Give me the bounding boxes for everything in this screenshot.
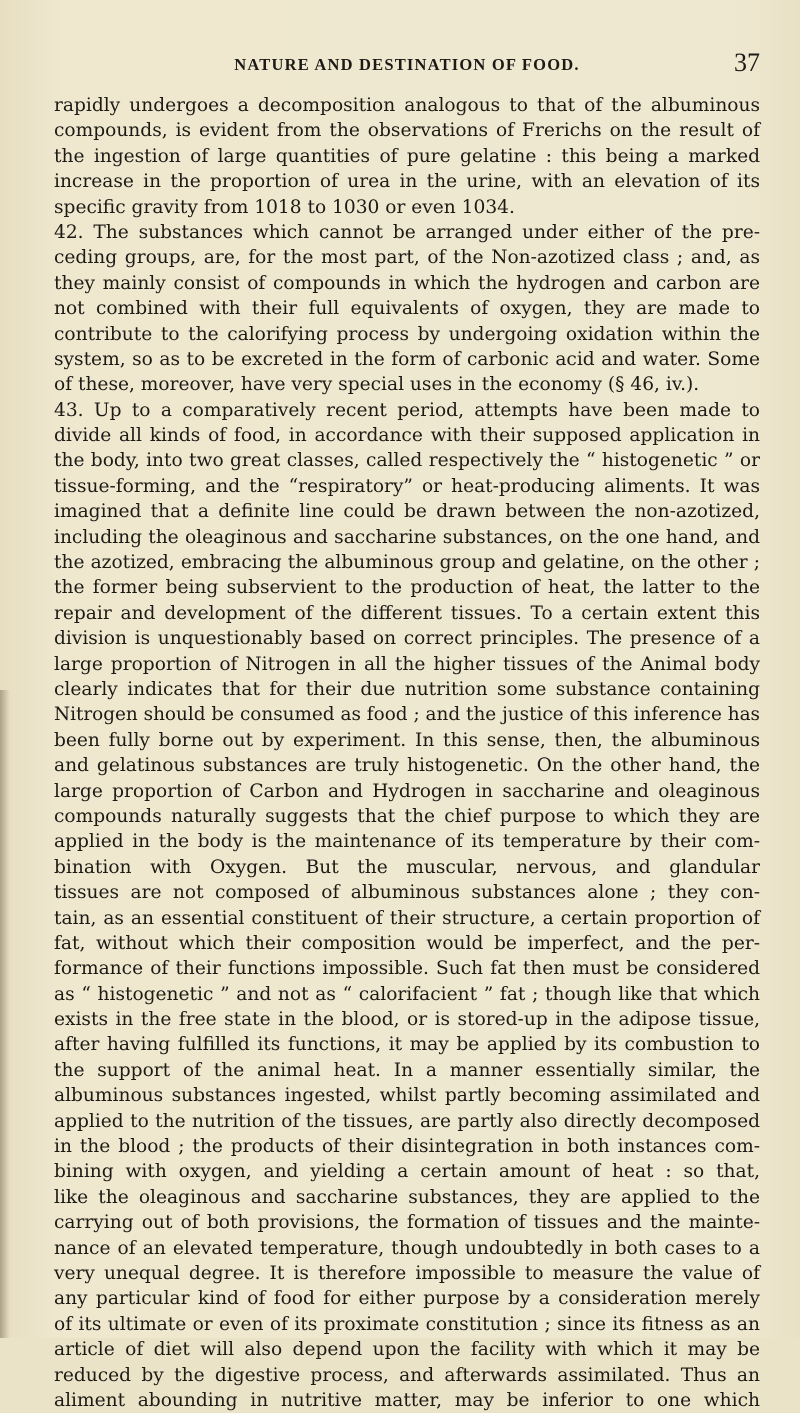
text-line: the azotized, embracing the albuminous group and gelatine, on the other ; bbox=[54, 552, 760, 574]
text-line: in the blood ; the products of their disintegration in both instances com- bbox=[54, 1136, 760, 1158]
text-line: rapidly undergoes a decomposition analogous to that of the albuminous bbox=[54, 95, 760, 116]
text-line: they mainly consist of compounds in which the hydrogen and carbon are bbox=[54, 272, 760, 294]
text-line: been fully borne out by experiment. In this sense, then, the albuminous bbox=[54, 729, 760, 751]
text-line: 42. The substances which cannot be arranged under either of the pre- bbox=[54, 221, 760, 243]
text-line: and gelatinous substances are truly histogenetic. On the other hand, the bbox=[54, 755, 760, 777]
text-line: tain, as an essential constituent of their structure, a certain proportion of bbox=[54, 907, 760, 929]
text-line: reduced by the digestive process, and afterwards assimilated. Thus an bbox=[54, 1364, 760, 1386]
text-line: the support of the animal heat. In a manner essentially similar, the bbox=[54, 1059, 760, 1081]
text-line: including the oleaginous and saccharine substances, on the one hand, and bbox=[54, 526, 760, 548]
text-line: Nitrogen should be consumed as food ; and the justice of this inference has bbox=[54, 704, 760, 726]
text-line: tissues are not composed of albuminous substances alone ; they con- bbox=[54, 882, 760, 904]
text-line: specific gravity from 1018 to 1030 or even 1034. bbox=[54, 196, 515, 218]
text-line: contribute to the calorifying process by undergoing oxidation within the bbox=[54, 323, 760, 345]
text-line: division is unquestionably based on correct principles. The presence of a bbox=[54, 628, 760, 650]
text-line: divide all kinds of food, in accordance with their supposed application in bbox=[54, 425, 760, 447]
text-line: aliment abounding in nutritive matter, may be inferior to one which bbox=[54, 1389, 760, 1411]
text-line: nance of an elevated temperature, though undoubtedly in both cases to a bbox=[54, 1237, 760, 1259]
text-line: large proportion of Carbon and Hydrogen in saccharine and oleaginous bbox=[54, 780, 760, 802]
text-line: the body, into two great classes, called respectively the “ histogenetic ” or bbox=[54, 450, 760, 472]
text-line: bination with Oxygen. But the muscular, nervous, and glandular bbox=[54, 856, 760, 878]
page-header bbox=[54, 48, 760, 78]
text-line: clearly indicates that for their due nutrition some substance containing bbox=[54, 678, 760, 700]
text-line: tissue-forming, and the “respiratory” or heat-producing aliments. It was bbox=[54, 475, 760, 497]
text-line: article of diet will also depend upon the facility with which it may be bbox=[54, 1339, 760, 1361]
text-line: ceding groups, are, for the most part, of the Non-azotized class ; and, as bbox=[54, 247, 760, 269]
text-line: system, so as to be excreted in the form of carbonic acid and water. Some bbox=[54, 348, 760, 370]
text-line: like the oleaginous and saccharine substances, they are applied to the bbox=[54, 1186, 760, 1208]
text-line: bining with oxygen, and yielding a certain amount of heat : so that, bbox=[54, 1161, 760, 1183]
page-number: 37 bbox=[734, 48, 760, 77]
text-line: fat, without which their composition would be imperfect, and the per- bbox=[54, 932, 760, 954]
text-line: imagined that a definite line could be drawn between the non-azotized, bbox=[54, 501, 760, 523]
text-line: as “ histogenetic ” and not as “ calorifacient ” fat ; though like that which bbox=[54, 983, 760, 1005]
text-line: increase in the proportion of urea in the urine, with an elevation of its bbox=[54, 171, 760, 193]
text-line: albuminous substances ingested, whilst partly becoming assimilated and bbox=[54, 1085, 760, 1107]
text-line: any particular kind of food for either purpose by a consideration merely bbox=[54, 1288, 760, 1310]
body-text bbox=[54, 93, 760, 1411]
text-line: repair and development of the different tissues. To a certain extent this bbox=[54, 602, 760, 624]
text-line: very unequal degree. It is therefore impossible to measure the value of bbox=[54, 1262, 760, 1284]
page-edge-shadow bbox=[0, 690, 10, 1338]
text-line: applied to the nutrition of the tissues, are partly also directly decomposed bbox=[54, 1110, 760, 1132]
text-line: applied in the body is the maintenance of its temperature by their com- bbox=[54, 831, 760, 853]
text-line: of its ultimate or even of its proximate constitution ; since its fitness as an bbox=[54, 1313, 760, 1335]
text-line: exists in the free state in the blood, or is stored-up in the adipose tissue, bbox=[54, 1009, 760, 1031]
text-line: large proportion of Nitrogen in all the higher tissues of the Animal body bbox=[54, 653, 760, 675]
text-line: of these, moreover, have very special uses in the economy (§ 46, iv.). bbox=[54, 374, 700, 396]
text-line: carrying out of both provisions, the formation of tissues and the mainte- bbox=[54, 1212, 760, 1234]
text-line: compounds naturally suggests that the chief purpose to which they are bbox=[54, 805, 760, 827]
text-line: 43. Up to a comparatively recent period, attempts have been made to bbox=[54, 399, 760, 421]
running-head: NATURE AND DESTINATION OF FOOD. bbox=[234, 55, 580, 74]
text-line: formance of their functions impossible. Such fat then must be considered bbox=[54, 958, 760, 980]
text-line: compounds, is evident from the observations of Frerichs on the result of bbox=[54, 120, 760, 142]
text-line: the ingestion of large quantities of pure gelatine : this being a marked bbox=[54, 145, 760, 167]
text-line: not combined with their full equivalents of oxygen, they are made to bbox=[54, 298, 760, 320]
text-line: the former being subservient to the production of heat, the latter to the bbox=[54, 577, 760, 599]
text-line: after having fulfilled its functions, it may be applied by its combustion to bbox=[54, 1034, 760, 1056]
